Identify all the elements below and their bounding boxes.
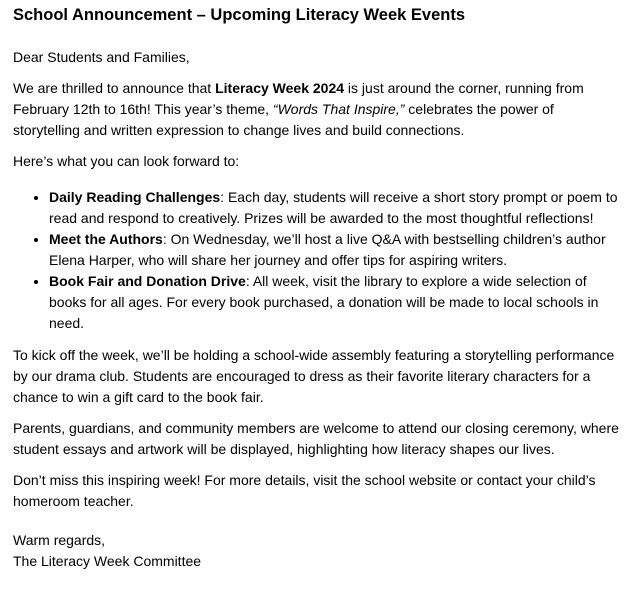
event-title: Meet the Authors bbox=[49, 231, 163, 247]
events-list bbox=[13, 187, 621, 334]
salutation: Dear Students and Families, bbox=[13, 49, 190, 65]
document-title: School Announcement – Upcoming Literacy Week Events bbox=[13, 6, 466, 24]
closing-regards: Warm regards, bbox=[13, 532, 106, 548]
paragraph-assembly: To kick off the week, we’ll be holding a school-wide assembly featuring a storytelling performance by our drama club. Students are encouraged to dress as their favorite literary characters for a chance to win a gift card to the book fair. bbox=[13, 347, 615, 405]
event-text: : Each day, students will receive a short story prompt or poem to read and respond to creatively. Prizes will be awarded to the most thoughtful reflections! bbox=[49, 189, 618, 226]
intro-theme-italic: “Words That Inspire,” bbox=[272, 101, 405, 117]
list-item-book-fair bbox=[49, 271, 621, 334]
intro-text-2: is just around the corner, running from February 12th to 16th! This year’s theme, bbox=[13, 80, 584, 117]
list-item-meet-authors bbox=[49, 229, 621, 271]
list-item-daily-reading bbox=[49, 187, 621, 229]
paragraph-details: Don’t miss this inspiring week! For more details, visit the school website or contact your child’s homeroom teacher. bbox=[13, 472, 596, 509]
intro-text-3: celebrates the power of storytelling and written expression to change lives and build connections. bbox=[13, 101, 554, 138]
intro-paragraph bbox=[13, 78, 621, 141]
event-text: : On Wednesday, we’ll host a live Q&A with bestselling children’s author Elena Harper, who will share her journey and offer tips for aspiring writers. bbox=[49, 231, 606, 268]
intro-bold-literacy-week: Literacy Week 2024 bbox=[215, 80, 345, 96]
intro-text-1: We are thrilled to announce that bbox=[13, 80, 216, 96]
closing-signature: The Literacy Week Committee bbox=[13, 553, 202, 569]
event-title: Daily Reading Challenges bbox=[49, 189, 221, 205]
closing-block bbox=[13, 530, 621, 572]
list-intro: Here’s what you can look forward to: bbox=[13, 153, 240, 169]
event-title: Book Fair and Donation Drive bbox=[49, 273, 246, 289]
event-text: : All week, visit the library to explore a wide selection of books for all ages. For every book purchased, a donation will be made to local schools in need. bbox=[49, 273, 599, 331]
paragraph-ceremony: Parents, guardians, and community members are welcome to attend our closing ceremony, where student essays and artwork will be displayed, highlighting how literacy shapes our lives. bbox=[13, 420, 619, 457]
